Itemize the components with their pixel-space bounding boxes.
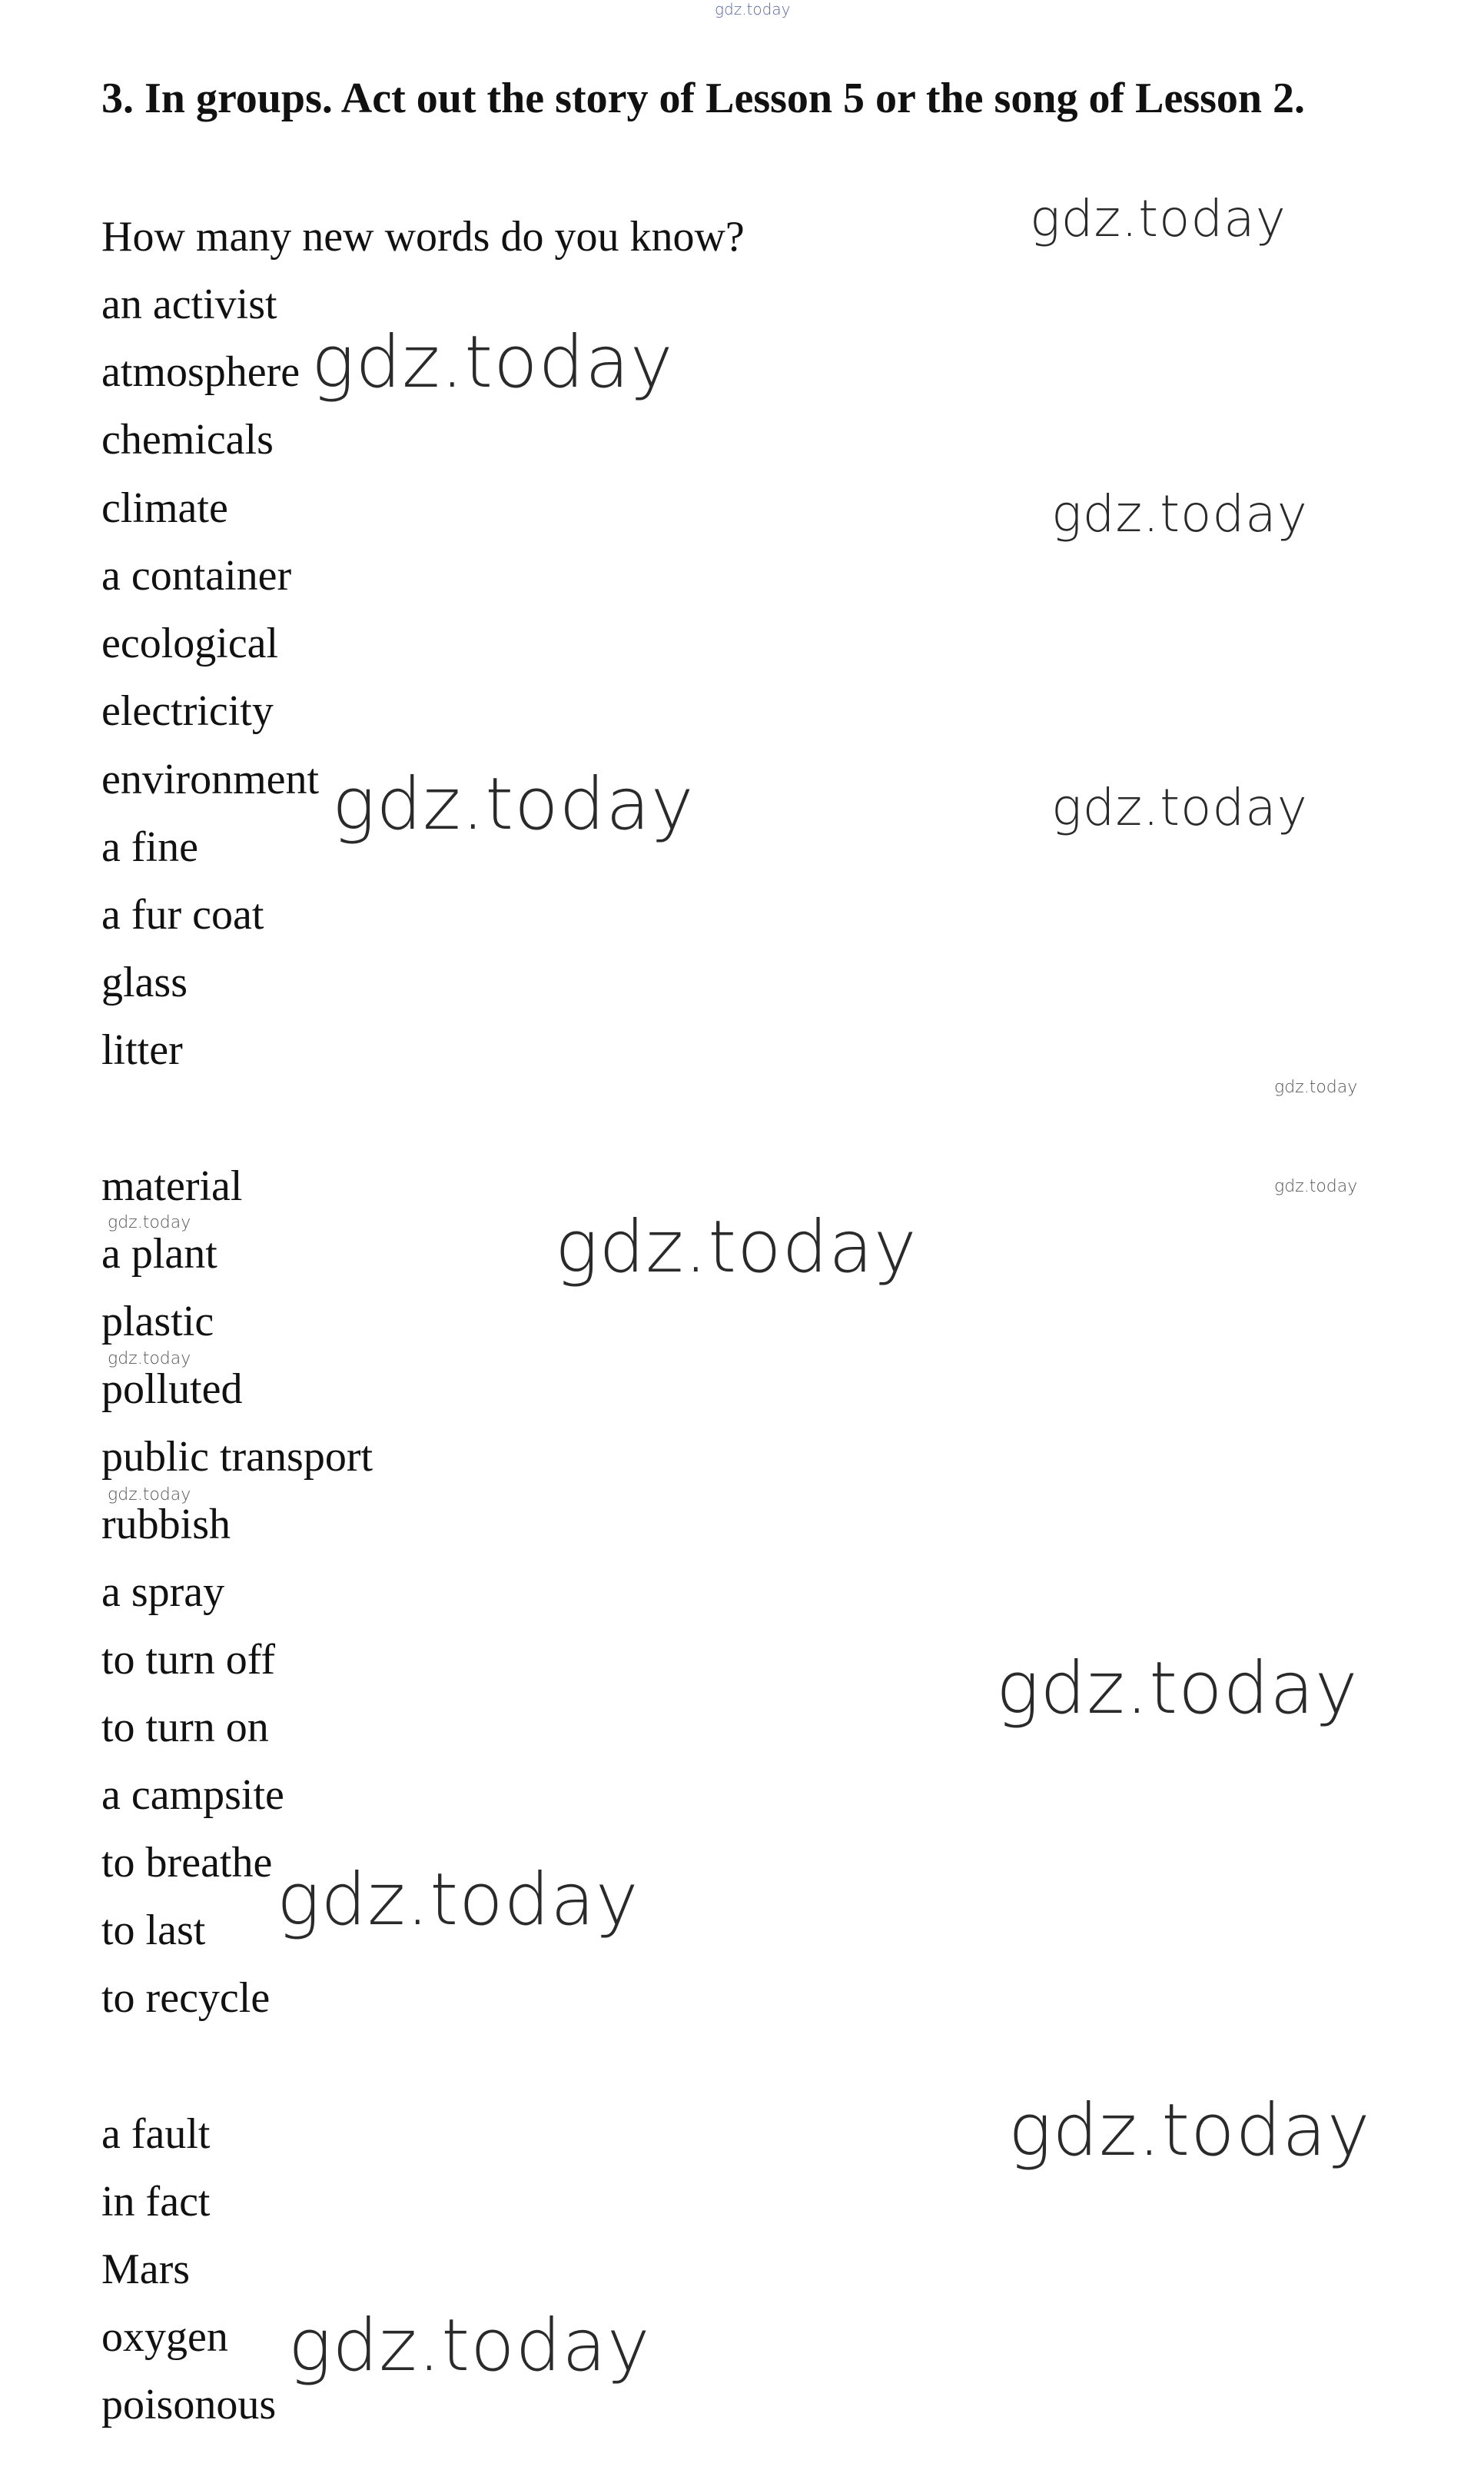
exercise-heading: 3. In groups. Act out the story of Lesson 5 or the song of Lesson 2.: [101, 75, 1306, 122]
word-item: glass: [101, 959, 188, 1006]
word-item: atmosphere: [101, 348, 300, 396]
word-item: to turn off: [101, 1636, 276, 1684]
word-item: environment: [101, 756, 320, 803]
word-item: litter: [101, 1026, 183, 1074]
word-item: Mars: [101, 2246, 191, 2293]
word-item: a container: [101, 552, 292, 600]
watermark: gdz.today: [1030, 189, 1286, 248]
watermark: gdz.today: [1051, 484, 1308, 544]
word-item: a fine: [101, 823, 198, 871]
word-item: climate: [101, 484, 228, 532]
watermark: gdz.today: [555, 1205, 918, 1289]
word-item: in fact: [101, 2178, 211, 2226]
word-item: plastic: [101, 1298, 214, 1345]
word-item: chemicals: [101, 416, 274, 464]
word-item: a fault: [101, 2110, 211, 2158]
watermark: gdz.today: [288, 2304, 651, 2388]
watermark: gdz.today: [277, 1858, 639, 1942]
watermark: gdz.today: [108, 1213, 191, 1232]
word-item: to breathe: [101, 1839, 273, 1887]
word-item: material: [101, 1162, 243, 1210]
watermark: gdz.today: [108, 1485, 191, 1504]
word-item: a plant: [101, 1230, 217, 1278]
word-item: oxygen: [101, 2313, 228, 2361]
word-item: an activist: [101, 281, 277, 328]
word-item: to last: [101, 1907, 206, 1954]
watermark: gdz.today: [1274, 1177, 1358, 1196]
watermark: gdz.today: [1051, 778, 1308, 837]
word-item: rubbish: [101, 1501, 231, 1548]
word-item: a spray: [101, 1568, 225, 1616]
watermark: gdz.today: [996, 1647, 1359, 1730]
watermark: gdz.today: [311, 321, 674, 404]
watermark: gdz.today: [332, 763, 695, 846]
word-item: public transport: [101, 1433, 373, 1481]
word-item: a fur coat: [101, 891, 264, 939]
watermark: gdz.today: [108, 1349, 191, 1368]
watermark-top: gdz.today: [715, 0, 791, 18]
word-item: ecological: [101, 620, 279, 667]
word-item: poisonous: [101, 2381, 277, 2428]
question-text: How many new words do you know?: [101, 213, 745, 261]
word-item: polluted: [101, 1365, 243, 1413]
word-item: to recycle: [101, 1974, 271, 2022]
word-item: a campsite: [101, 1771, 284, 1819]
word-item: to turn on: [101, 1704, 269, 1751]
word-item: electricity: [101, 687, 274, 735]
watermark: gdz.today: [1274, 1078, 1358, 1097]
watermark: gdz.today: [1008, 2089, 1371, 2172]
